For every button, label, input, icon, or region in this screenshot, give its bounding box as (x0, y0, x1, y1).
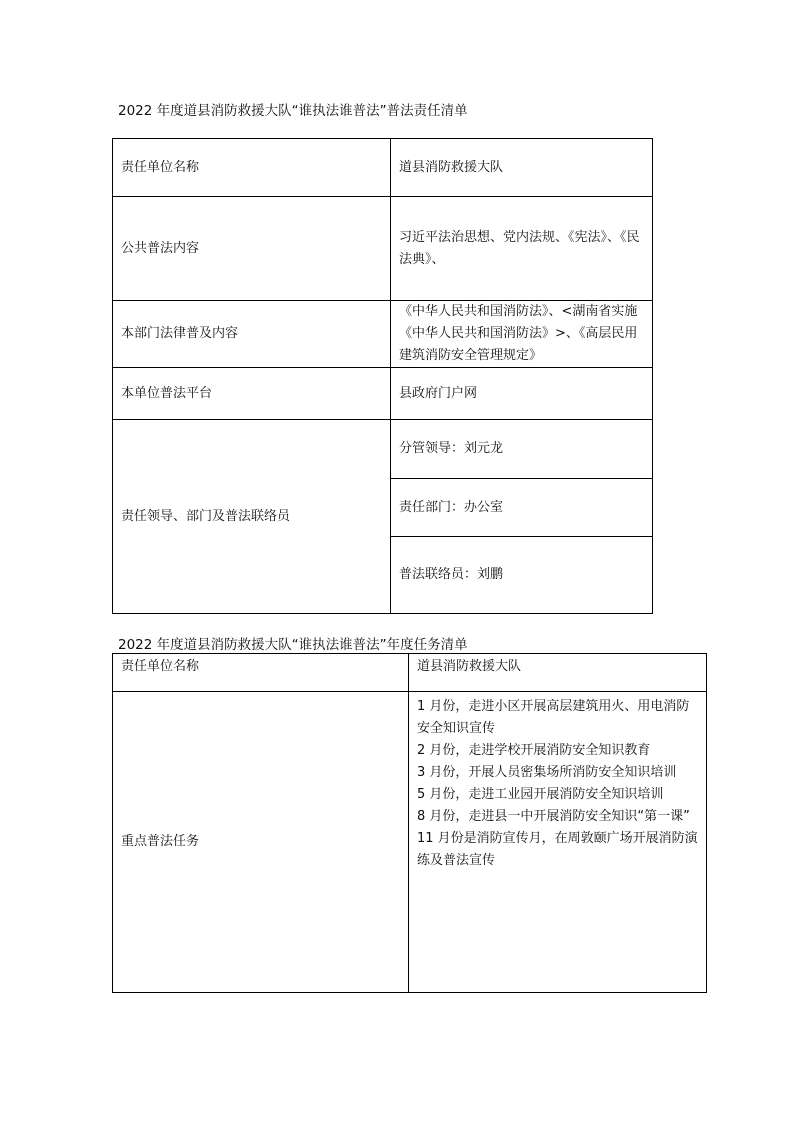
unit-name-label: 责任单位名称 (113, 139, 391, 197)
table-row (113, 301, 653, 368)
responsible-label: 责任领导、部门及普法联络员 (113, 420, 391, 614)
task-item: 5 月份，走进工业园开展消防安全知识培训 (417, 787, 664, 802)
leader-value: 分管领导：刘元龙 (391, 420, 653, 479)
dept-law-label: 本部门法律普及内容 (113, 301, 391, 368)
key-tasks-cell (409, 692, 707, 993)
table-row (113, 692, 707, 993)
department-value: 责任部门：办公室 (391, 479, 653, 537)
unit-name-value: 道县消防救援大队 (409, 654, 707, 692)
liaison-value: 普法联络员：刘鹏 (391, 537, 653, 614)
table-row (113, 420, 653, 479)
task-item: 3 月份，开展人员密集场所消防安全知识培训 (417, 765, 677, 780)
task-table (112, 653, 707, 993)
table-row (113, 368, 653, 420)
unit-name-label: 责任单位名称 (113, 654, 409, 692)
task-item: 8 月份，走进县一中开展消防安全知识“第一课” (417, 809, 690, 824)
responsibility-table (112, 138, 653, 614)
platform-label: 本单位普法平台 (113, 368, 391, 420)
task-item: 2 月份，走进学校开展消防安全知识教育 (417, 743, 651, 758)
table-row (113, 197, 653, 301)
public-content-value: 习近平法治思想、党内法规、《宪法》、《民法典》、 (391, 197, 653, 301)
table-row (113, 654, 707, 692)
table-row (113, 139, 653, 197)
task-item: 1 月份，走进小区开展高层建筑用火、用电消防安全知识宣传 (417, 699, 690, 736)
task-list-title: 2022 年度道县消防救援大队“谁执法谁普法”年度任务清单 (118, 637, 468, 653)
dept-law-value: 《中华人民共和国消防法》、<湖南省实施《中华人民共和国消防法》>、《高层民用建筑消防安全管理规定》 (391, 301, 653, 368)
task-item: 11 月份是消防宣传月，在周敦颐广场开展消防演练及普法宣传 (417, 831, 698, 868)
responsibility-list-title: 2022 年度道县消防救援大队“谁执法谁普法”普法责任清单 (118, 103, 468, 119)
public-content-label: 公共普法内容 (113, 197, 391, 301)
key-tasks-label: 重点普法任务 (113, 692, 409, 993)
platform-value: 县政府门户网 (391, 368, 653, 420)
unit-name-value: 道县消防救援大队 (391, 139, 653, 197)
